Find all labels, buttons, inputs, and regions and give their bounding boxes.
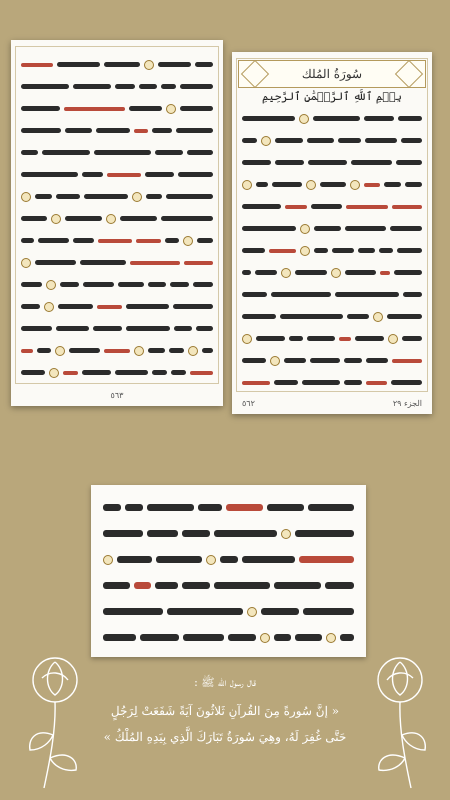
word-glyph <box>42 150 90 155</box>
word-glyph <box>303 608 354 615</box>
word-glyph <box>242 270 251 275</box>
word-glyph <box>401 138 422 143</box>
word-glyph <box>267 504 305 511</box>
word-glyph <box>242 204 281 209</box>
word-glyph <box>21 63 53 67</box>
word-glyph <box>93 326 122 331</box>
verse-line <box>19 318 215 340</box>
ayah-marker-icon <box>373 312 383 322</box>
word-glyph <box>118 282 144 287</box>
ayah-marker-icon <box>21 258 31 268</box>
word-glyph <box>308 160 346 165</box>
word-glyph <box>314 226 341 231</box>
word-glyph <box>147 504 194 511</box>
word-glyph <box>103 608 163 615</box>
word-glyph <box>220 556 238 563</box>
word-glyph <box>384 182 401 187</box>
word-glyph <box>21 84 69 89</box>
word-glyph <box>365 138 398 143</box>
word-glyph <box>169 348 184 353</box>
verse-line <box>19 274 215 296</box>
word-glyph <box>174 326 192 331</box>
word-glyph <box>130 261 180 265</box>
ayah-marker-icon <box>46 280 56 290</box>
word-glyph <box>242 248 265 253</box>
word-glyph <box>21 106 60 111</box>
word-glyph <box>197 238 213 243</box>
ayah-marker-icon <box>299 114 309 124</box>
word-glyph <box>193 282 213 287</box>
word-glyph <box>214 530 278 537</box>
ayah-marker-icon <box>206 555 216 565</box>
ayah-marker-icon <box>326 633 336 643</box>
word-glyph <box>104 349 131 353</box>
word-glyph <box>335 292 399 297</box>
verse-line <box>101 547 356 573</box>
word-glyph <box>178 172 213 177</box>
word-glyph <box>242 138 257 143</box>
word-glyph <box>148 282 166 287</box>
page-footer <box>232 399 432 408</box>
word-glyph <box>155 150 183 155</box>
ayah-marker-icon <box>166 104 176 114</box>
word-glyph <box>126 304 169 309</box>
word-glyph <box>140 634 179 641</box>
word-glyph <box>161 84 176 89</box>
word-glyph <box>64 107 124 111</box>
verse-lines <box>240 108 424 388</box>
hadith-narrator: قال رسول الله ﷺ : <box>194 676 256 689</box>
word-glyph <box>338 138 361 143</box>
ayah-marker-icon <box>247 607 257 617</box>
word-glyph <box>275 138 303 143</box>
word-glyph <box>339 337 350 341</box>
verse-line <box>19 186 215 208</box>
verse-card <box>91 485 366 657</box>
word-glyph <box>148 348 165 353</box>
word-glyph <box>120 216 157 221</box>
ayah-marker-icon <box>183 236 193 246</box>
ayah-marker-icon <box>49 368 59 378</box>
verse-line <box>240 152 424 174</box>
verse-lines <box>101 495 356 647</box>
word-glyph <box>320 182 346 187</box>
word-glyph <box>242 314 276 319</box>
word-glyph <box>285 205 307 209</box>
word-glyph <box>387 314 422 319</box>
word-glyph <box>295 270 327 275</box>
verse-line <box>19 164 215 186</box>
word-glyph <box>392 205 422 209</box>
word-glyph <box>325 582 354 589</box>
word-glyph <box>136 239 161 243</box>
word-glyph <box>274 634 291 641</box>
surah-title: سُورَةُ المُلك <box>301 67 363 81</box>
ayah-marker-icon <box>132 192 142 202</box>
word-glyph <box>38 238 68 243</box>
verse-line <box>101 625 356 651</box>
verse-line <box>19 98 215 120</box>
word-glyph <box>21 150 38 155</box>
word-glyph <box>295 530 354 537</box>
surah-header <box>238 60 426 88</box>
word-glyph <box>299 556 354 563</box>
word-glyph <box>180 106 213 111</box>
word-glyph <box>307 138 333 143</box>
word-glyph <box>226 504 263 511</box>
word-glyph <box>256 182 268 187</box>
word-glyph <box>202 348 213 353</box>
word-glyph <box>242 381 270 385</box>
verse-line <box>19 252 215 274</box>
word-glyph <box>355 336 384 341</box>
ayah-marker-icon <box>242 180 252 190</box>
word-glyph <box>146 194 162 199</box>
word-glyph <box>332 248 354 253</box>
word-glyph <box>198 504 222 511</box>
bismillah: بِسۡمِ ٱللَّهِ ٱلرَّحۡمَٰنِ ٱلرَّحِيمِ <box>261 90 403 103</box>
ayah-marker-icon <box>188 346 198 356</box>
word-glyph <box>397 248 422 253</box>
ayah-marker-icon <box>242 334 252 344</box>
verse-line <box>240 306 424 328</box>
word-glyph <box>255 270 276 275</box>
word-glyph <box>182 582 210 589</box>
verse-lines <box>19 54 215 380</box>
word-glyph <box>394 270 422 275</box>
word-glyph <box>184 261 213 265</box>
word-glyph <box>261 608 299 615</box>
word-glyph <box>271 292 330 297</box>
word-glyph <box>242 358 266 363</box>
ayah-marker-icon <box>281 529 291 539</box>
word-glyph <box>80 260 127 265</box>
word-glyph <box>346 205 388 209</box>
ayah-marker-icon <box>134 346 144 356</box>
ayah-marker-icon <box>306 180 316 190</box>
word-glyph <box>242 116 295 121</box>
word-glyph <box>242 226 296 231</box>
verse-line <box>240 328 424 350</box>
word-glyph <box>103 582 130 589</box>
word-glyph <box>405 182 422 187</box>
word-glyph <box>139 84 157 89</box>
verse-line <box>19 208 215 230</box>
verse-line <box>240 262 424 284</box>
word-glyph <box>21 370 45 375</box>
word-glyph <box>269 249 295 253</box>
word-glyph <box>274 380 298 385</box>
word-glyph <box>392 359 422 363</box>
ayah-marker-icon <box>106 214 116 224</box>
hadith-line: حَتَّى غُفِرَ لَهُ، وهِيَ سُورَةُ تَبَارَكَ الَّذِي بِيَدِهِ المُلْكُ » <box>103 730 347 744</box>
word-glyph <box>152 128 172 133</box>
word-glyph <box>65 128 92 133</box>
word-glyph <box>242 556 295 563</box>
verse-line <box>101 599 356 625</box>
word-glyph <box>103 504 121 511</box>
hadith-line: « إنَّ سُورةً مِنَ القُرآنِ ثَلاثُونَ آيَةً شَفَعَتْ لِرَجُلٍ <box>110 704 340 718</box>
ayah-marker-icon <box>388 334 398 344</box>
ayah-marker-icon <box>300 224 310 234</box>
verse-line <box>240 196 424 218</box>
verse-line <box>19 340 215 362</box>
word-glyph <box>60 282 79 287</box>
word-glyph <box>21 304 40 309</box>
ayah-marker-icon <box>55 346 65 356</box>
ayah-marker-icon <box>44 302 54 312</box>
word-glyph <box>129 106 163 111</box>
word-glyph <box>103 530 143 537</box>
verse-line <box>240 108 424 130</box>
word-glyph <box>115 370 148 375</box>
verse-line <box>101 521 356 547</box>
ayah-marker-icon <box>350 180 360 190</box>
word-glyph <box>37 348 51 353</box>
word-glyph <box>242 160 271 165</box>
word-glyph <box>310 358 341 363</box>
verse-line <box>240 174 424 196</box>
word-glyph <box>176 128 213 133</box>
word-glyph <box>190 371 213 375</box>
word-glyph <box>58 304 93 309</box>
word-glyph <box>98 239 132 243</box>
mushaf-page-right <box>232 52 432 414</box>
word-glyph <box>97 305 122 309</box>
verse-line <box>240 240 424 262</box>
word-glyph <box>295 634 323 641</box>
word-glyph <box>313 116 360 121</box>
word-glyph <box>56 326 89 331</box>
word-glyph <box>82 172 103 177</box>
word-glyph <box>104 62 140 67</box>
word-glyph <box>170 282 189 287</box>
word-glyph <box>284 358 306 363</box>
word-glyph <box>366 381 386 385</box>
word-glyph <box>344 380 362 385</box>
word-glyph <box>21 349 33 353</box>
word-glyph <box>73 238 94 243</box>
word-glyph <box>402 336 422 341</box>
page-number: ٥٦٣ <box>110 391 124 400</box>
word-glyph <box>182 530 210 537</box>
word-glyph <box>173 304 213 309</box>
ayah-marker-icon <box>103 555 113 565</box>
ayah-marker-icon <box>300 246 310 256</box>
ornament-icon <box>395 60 423 88</box>
ayah-marker-icon <box>51 214 61 224</box>
page-number: ٥٦٢ <box>242 399 255 408</box>
word-glyph <box>307 336 335 341</box>
ayah-marker-icon <box>270 356 280 366</box>
word-glyph <box>358 248 375 253</box>
word-glyph <box>242 292 267 297</box>
word-glyph <box>380 271 390 275</box>
word-glyph <box>125 504 142 511</box>
word-glyph <box>187 150 213 155</box>
word-glyph <box>69 348 99 353</box>
word-glyph <box>65 216 102 221</box>
word-glyph <box>364 183 380 187</box>
word-glyph <box>155 582 178 589</box>
verse-line <box>240 284 424 306</box>
verse-line <box>240 350 424 372</box>
ayah-marker-icon <box>260 633 270 643</box>
ornament-icon <box>241 60 269 88</box>
word-glyph <box>63 371 78 375</box>
juz-label: الجزء ٢٩ <box>392 399 422 408</box>
word-glyph <box>35 260 76 265</box>
ayah-marker-icon <box>21 192 31 202</box>
word-glyph <box>396 160 422 165</box>
word-glyph <box>195 62 213 67</box>
word-glyph <box>311 204 342 209</box>
word-glyph <box>134 582 151 589</box>
word-glyph <box>275 160 305 165</box>
word-glyph <box>274 582 322 589</box>
ayah-marker-icon <box>281 268 291 278</box>
word-glyph <box>83 282 114 287</box>
verse-line <box>19 54 215 76</box>
word-glyph <box>166 194 213 199</box>
verse-line <box>19 230 215 252</box>
verse-line <box>240 218 424 240</box>
word-glyph <box>351 160 393 165</box>
word-glyph <box>345 226 386 231</box>
word-glyph <box>158 62 191 67</box>
word-glyph <box>94 150 151 155</box>
word-glyph <box>115 84 135 89</box>
word-glyph <box>196 326 213 331</box>
verse-line <box>101 573 356 599</box>
word-glyph <box>21 172 78 177</box>
word-glyph <box>314 248 329 253</box>
verse-line <box>19 76 215 98</box>
word-glyph <box>145 172 174 177</box>
word-glyph <box>21 326 52 331</box>
word-glyph <box>126 326 170 331</box>
word-glyph <box>171 370 186 375</box>
word-glyph <box>398 116 422 121</box>
word-glyph <box>21 216 47 221</box>
word-glyph <box>391 380 422 385</box>
word-glyph <box>403 292 422 297</box>
word-glyph <box>256 336 285 341</box>
word-glyph <box>56 194 80 199</box>
word-glyph <box>35 194 52 199</box>
word-glyph <box>167 608 243 615</box>
verse-line <box>19 142 215 164</box>
word-glyph <box>347 314 369 319</box>
word-glyph <box>379 248 393 253</box>
ayah-marker-icon <box>144 60 154 70</box>
word-glyph <box>183 634 224 641</box>
verse-line <box>101 495 356 521</box>
mushaf-page-left <box>11 40 223 406</box>
word-glyph <box>280 314 343 319</box>
word-glyph <box>147 530 178 537</box>
word-glyph <box>57 62 100 67</box>
word-glyph <box>180 84 213 89</box>
ayah-marker-icon <box>331 268 341 278</box>
word-glyph <box>344 358 362 363</box>
word-glyph <box>308 504 354 511</box>
word-glyph <box>302 380 341 385</box>
ayah-marker-icon <box>261 136 271 146</box>
word-glyph <box>107 173 141 177</box>
word-glyph <box>21 128 61 133</box>
word-glyph <box>117 556 152 563</box>
hadith-block <box>0 670 450 790</box>
verse-line <box>240 130 424 152</box>
word-glyph <box>289 336 303 341</box>
verse-line <box>19 362 215 384</box>
word-glyph <box>364 116 394 121</box>
word-glyph <box>214 582 270 589</box>
word-glyph <box>390 226 422 231</box>
verse-line <box>19 120 215 142</box>
word-glyph <box>272 182 302 187</box>
word-glyph <box>228 634 256 641</box>
word-glyph <box>152 370 167 375</box>
word-glyph <box>21 282 42 287</box>
verse-line <box>19 296 215 318</box>
word-glyph <box>161 216 213 221</box>
word-glyph <box>134 129 148 133</box>
word-glyph <box>165 238 179 243</box>
word-glyph <box>366 358 387 363</box>
word-glyph <box>156 556 203 563</box>
word-glyph <box>84 194 127 199</box>
verse-line <box>240 372 424 394</box>
word-glyph <box>345 270 376 275</box>
word-glyph <box>96 128 130 133</box>
word-glyph <box>21 238 34 243</box>
word-glyph <box>82 370 111 375</box>
word-glyph <box>73 84 110 89</box>
